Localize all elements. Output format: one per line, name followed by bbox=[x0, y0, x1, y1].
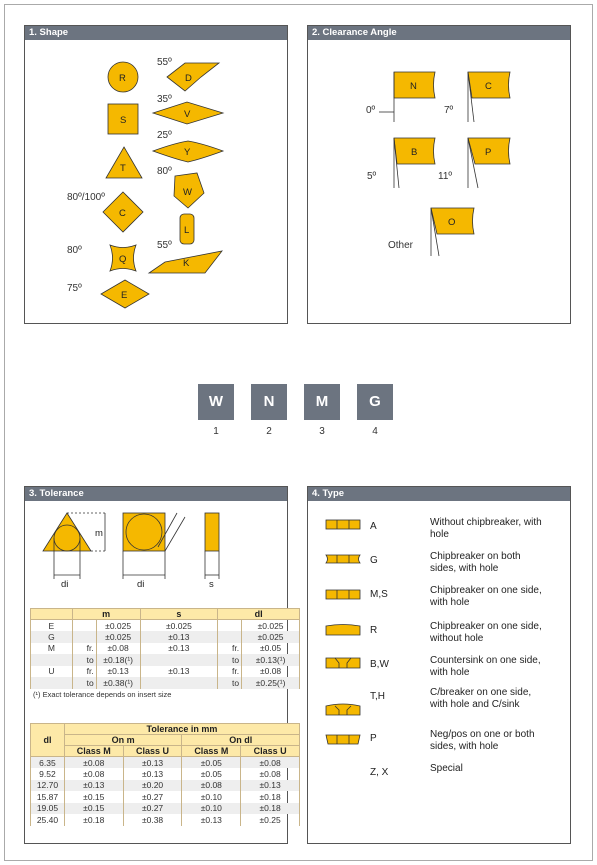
type-desc: Countersink on one side, with hole bbox=[430, 655, 541, 678]
tol2-cell: 9.52 bbox=[31, 768, 65, 780]
tol1-cell-m2: ±0.18(¹) bbox=[96, 654, 140, 666]
tol1-cell-m2: ±0.13 bbox=[96, 666, 140, 678]
tol1-cell-cls bbox=[31, 654, 73, 666]
tol-label-di-2: di bbox=[137, 579, 145, 590]
tol1-row bbox=[31, 666, 300, 678]
shape-panel bbox=[24, 25, 288, 324]
clearance-letter-O: O bbox=[448, 217, 456, 228]
type-panel bbox=[307, 486, 571, 844]
type-code: G bbox=[370, 555, 378, 566]
type-code: R bbox=[370, 625, 378, 636]
type-desc: Special bbox=[430, 763, 463, 774]
tol2-cell: ±0.08 bbox=[182, 780, 241, 792]
tol1-cell-d1 bbox=[218, 620, 242, 632]
tol1-cell-d1: fr. bbox=[218, 666, 242, 678]
code-num-1: 1 bbox=[213, 426, 219, 437]
type-code: M,S bbox=[370, 589, 388, 600]
tolerance-footnote: (¹) Exact tolerance depends on insert size bbox=[33, 690, 172, 699]
clearance-angle-N: 0º bbox=[366, 105, 376, 116]
tol1-row bbox=[31, 631, 300, 643]
tol1-cell-s: ±0.13 bbox=[140, 643, 218, 655]
angle-D: 55º bbox=[157, 57, 172, 68]
shape-letter-C: C bbox=[119, 208, 126, 219]
tol2-cell: ±0.18 bbox=[241, 803, 300, 815]
tol2-cell: ±0.25 bbox=[241, 814, 300, 826]
tol1-cell-m1: to bbox=[72, 654, 96, 666]
type-code: A bbox=[370, 521, 377, 532]
tol2-row bbox=[31, 803, 300, 815]
tol-label-di-1: di bbox=[61, 579, 69, 590]
shape-letter-D: D bbox=[185, 73, 192, 84]
tol2-cell: ±0.10 bbox=[182, 791, 241, 803]
tol2-cell: ±0.18 bbox=[241, 791, 300, 803]
type-desc: Neg/pos on one or both sides, with hole bbox=[430, 729, 535, 752]
tol1-cell-m1 bbox=[72, 631, 96, 643]
tol1-cell-d2: ±0.25(¹) bbox=[242, 677, 300, 689]
code-box-1: W bbox=[198, 384, 234, 420]
tol1-cell-s: ±0.025 bbox=[140, 620, 218, 632]
angle-K: 55º bbox=[157, 240, 172, 251]
tol-triangle bbox=[43, 513, 91, 551]
angle-C: 80º/100º bbox=[67, 192, 105, 203]
clearance-panel bbox=[307, 25, 571, 324]
type-icon-MS bbox=[326, 590, 360, 599]
code-num-3: 3 bbox=[319, 426, 325, 437]
tol1-cell-d1: fr. bbox=[218, 643, 242, 655]
tol2-cell: ±0.15 bbox=[64, 791, 123, 803]
shape-panel-title: 1. Shape bbox=[25, 26, 287, 40]
type-icon-R bbox=[326, 625, 360, 636]
tolerance-table-2 bbox=[30, 723, 300, 826]
type-panel-title: 4. Type bbox=[308, 487, 570, 501]
code-box-2: N bbox=[251, 384, 287, 420]
tol2-cell: ±0.13 bbox=[64, 780, 123, 792]
type-desc: C/breaker on one side, with hole and C/sink bbox=[430, 687, 532, 710]
tol2-cell: 15.87 bbox=[31, 791, 65, 803]
type-icon-P bbox=[326, 735, 360, 744]
tol1-cell-d2: ±0.13(¹) bbox=[242, 654, 300, 666]
tol1-cell-m1: to bbox=[72, 677, 96, 689]
clearance-letter-C: C bbox=[485, 81, 492, 92]
clearance-letter-P: P bbox=[485, 147, 492, 158]
tol1-cell-cls: U bbox=[31, 666, 73, 678]
type-icon-G bbox=[326, 555, 360, 563]
tol2-cell: ±0.13 bbox=[241, 780, 300, 792]
clearance-angle-O: Other bbox=[388, 240, 414, 251]
tol1-cell-m2: ±0.025 bbox=[96, 631, 140, 643]
clearance-angle-P: 11º bbox=[438, 171, 453, 182]
tol1-cell-s bbox=[140, 654, 218, 666]
tol1-cell-m1: fr. bbox=[72, 666, 96, 678]
tol1-cell-cls: M bbox=[31, 643, 73, 655]
tol2-cell: 6.35 bbox=[31, 757, 65, 769]
type-icon-TH bbox=[326, 704, 360, 715]
tol1-cell-s bbox=[140, 677, 218, 689]
tol2-cell: 12.70 bbox=[31, 780, 65, 792]
tol2-cell: ±0.13 bbox=[182, 814, 241, 826]
tol2-row bbox=[31, 791, 300, 803]
tol2-header-on-dl: On dl bbox=[182, 735, 300, 746]
angle-Y: 25º bbox=[157, 130, 172, 141]
code-box-4: G bbox=[357, 384, 393, 420]
tol2-cell: ±0.20 bbox=[123, 780, 182, 792]
clearance-angle-C: 7º bbox=[444, 105, 454, 116]
code-box-3: M bbox=[304, 384, 340, 420]
tol2-header-on-m: On m bbox=[64, 735, 182, 746]
tol1-header-m: m bbox=[72, 609, 140, 620]
tol1-cell-d1 bbox=[218, 631, 242, 643]
code-num-2: 2 bbox=[266, 426, 272, 437]
type-desc: Chipbreaker on one side, with hole bbox=[430, 585, 542, 608]
tol2-sub-1: Class U bbox=[123, 746, 182, 757]
shape-letter-T: T bbox=[120, 163, 126, 174]
tol1-header-dl: dI bbox=[218, 609, 300, 620]
type-code: B,W bbox=[370, 659, 389, 670]
type-desc: Chipbreaker on both sides, with hole bbox=[430, 551, 521, 574]
tol2-row bbox=[31, 780, 300, 792]
tol2-cell: ±0.08 bbox=[64, 768, 123, 780]
angle-Q: 80º bbox=[67, 245, 82, 256]
type-icon-BW bbox=[326, 658, 360, 668]
angle-E: 75º bbox=[67, 283, 82, 294]
tol1-cell-m1 bbox=[72, 620, 96, 632]
tol-label-s: s bbox=[209, 579, 214, 590]
tol1-cell-d1: to bbox=[218, 677, 242, 689]
tol2-header-dl: dl bbox=[31, 724, 65, 757]
tol2-row bbox=[31, 814, 300, 826]
tol1-header-class bbox=[31, 609, 73, 620]
tol2-cell: ±0.27 bbox=[123, 791, 182, 803]
tol1-cell-d2: ±0.025 bbox=[242, 620, 300, 632]
shape-letter-Q: Q bbox=[119, 254, 127, 265]
shape-letter-R: R bbox=[119, 73, 126, 84]
angle-V: 35º bbox=[157, 94, 172, 105]
tol2-row bbox=[31, 768, 300, 780]
shape-letter-E: E bbox=[121, 290, 128, 301]
tol2-cell: ±0.10 bbox=[182, 803, 241, 815]
tol2-sub-2: Class M bbox=[182, 746, 241, 757]
type-desc: Chipbreaker on one side, without hole bbox=[430, 621, 542, 644]
type-icon-A bbox=[326, 520, 360, 529]
tolerance-table-1 bbox=[30, 608, 300, 689]
tol1-row bbox=[31, 643, 300, 655]
tolerance-diagram bbox=[25, 501, 289, 611]
type-code: T,H bbox=[370, 691, 385, 702]
type-code: Z, X bbox=[370, 767, 389, 778]
shape-D bbox=[167, 63, 219, 91]
tol1-cell-d2: ±0.05 bbox=[242, 643, 300, 655]
code-num-4: 4 bbox=[372, 426, 378, 437]
tol2-cell: 25.40 bbox=[31, 814, 65, 826]
tol1-cell-m2: ±0.08 bbox=[96, 643, 140, 655]
tol2-cell: ±0.15 bbox=[64, 803, 123, 815]
tol1-cell-cls bbox=[31, 677, 73, 689]
tol1-header-s: s bbox=[140, 609, 218, 620]
shape-letter-K: K bbox=[183, 258, 190, 269]
type-code: P bbox=[370, 733, 377, 744]
tol1-row bbox=[31, 620, 300, 632]
tol2-row bbox=[31, 757, 300, 769]
clearance-angle-B: 5º bbox=[367, 171, 377, 182]
tol1-cell-s: ±0.13 bbox=[140, 666, 218, 678]
dim-m-diag bbox=[165, 517, 185, 551]
tol2-cell: ±0.08 bbox=[64, 757, 123, 769]
tol2-sub-0: Class M bbox=[64, 746, 123, 757]
shape-letter-W: W bbox=[183, 187, 192, 198]
tol-side bbox=[205, 513, 219, 551]
tol2-cell: ±0.05 bbox=[182, 757, 241, 769]
shape-letter-V: V bbox=[184, 109, 191, 120]
tol1-cell-m1: fr. bbox=[72, 643, 96, 655]
type-icons bbox=[308, 487, 368, 845]
tol2-sub-3: Class U bbox=[241, 746, 300, 757]
tol2-cell: ±0.05 bbox=[182, 768, 241, 780]
tol1-cell-d1: to bbox=[218, 654, 242, 666]
tol-label-m: m bbox=[95, 528, 103, 539]
angle-W: 80º bbox=[157, 166, 172, 177]
clearance-panel-title: 2. Clearance Angle bbox=[308, 26, 570, 40]
clearance-letter-B: B bbox=[411, 147, 418, 158]
shape-letter-Y: Y bbox=[184, 147, 191, 158]
tol2-cell: ±0.27 bbox=[123, 803, 182, 815]
clearance-letter-N: N bbox=[410, 81, 417, 92]
tol2-cell: ±0.08 bbox=[241, 768, 300, 780]
tol2-cell: ±0.13 bbox=[123, 757, 182, 769]
tolerance-panel bbox=[24, 486, 288, 844]
tol1-cell-s: ±0.13 bbox=[140, 631, 218, 643]
tol1-cell-d2: ±0.08 bbox=[242, 666, 300, 678]
tol2-cell: ±0.38 bbox=[123, 814, 182, 826]
tol2-cell: ±0.18 bbox=[64, 814, 123, 826]
tol1-cell-m2: ±0.025 bbox=[96, 620, 140, 632]
tol2-cell: ±0.13 bbox=[123, 768, 182, 780]
tol2-cell: 19.05 bbox=[31, 803, 65, 815]
tol2-header-main: Tolerance in mm bbox=[64, 724, 299, 735]
type-desc: Without chipbreaker, with hole bbox=[430, 517, 542, 540]
tol1-row bbox=[31, 654, 300, 666]
shape-letter-L: L bbox=[184, 225, 190, 236]
tol1-row bbox=[31, 677, 300, 689]
tolerance-panel-title: 3. Tolerance bbox=[25, 487, 287, 501]
tol1-cell-cls: E bbox=[31, 620, 73, 632]
tol1-cell-cls: G bbox=[31, 631, 73, 643]
tol2-cell: ±0.08 bbox=[241, 757, 300, 769]
shape-letter-S: S bbox=[120, 115, 127, 126]
tol1-cell-m2: ±0.38(¹) bbox=[96, 677, 140, 689]
tol1-cell-d2: ±0.025 bbox=[242, 631, 300, 643]
